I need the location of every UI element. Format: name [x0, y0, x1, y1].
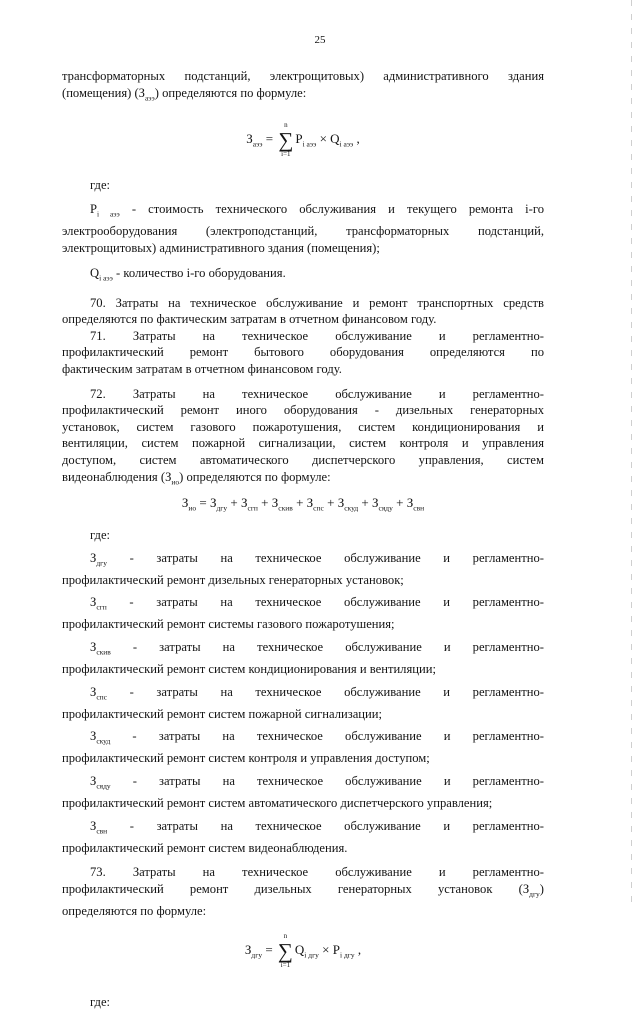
where-label: где: — [90, 527, 111, 542]
formula-electrical-equipment: $З_{аээ}$ = n ∑ i=1 $P_{i аээ} \times Q_{i аээ}$ , — [246, 120, 360, 158]
intro-line-2: (помещения) $(З_{аээ})$ определяются по формуле: — [62, 85, 307, 103]
intro-line-1: трансформаторных подстанций, электрощитовых) административного здания — [62, 69, 544, 83]
definition-video-surveillance-tail: профилактический ремонт систем видеонаблюдения. — [62, 840, 348, 855]
definition-diesel: $З_{дгу}$ - затраты на техническое обслуживание и регламентно- — [90, 550, 544, 568]
scan-edge — [631, 0, 632, 905]
sum-symbol: n ∑ i=1 — [278, 120, 294, 158]
paragraph-73-line-2: профилактический ремонт дизельных генераторных установок $(З_{дгу})$ — [62, 882, 544, 899]
definition-dispatch-control-tail: профилактический ремонт систем автоматического диспетчерского управления; — [62, 796, 493, 811]
paragraph-73-line-1: 73. Затраты на техническое обслуживание и регламентно- — [90, 865, 544, 880]
paragraph-71-line-2: профилактический ремонт бытового оборудования определяются по — [62, 345, 544, 360]
definition-fire-alarm-tail: профилактический ремонт систем пожарной сигнализации; — [62, 706, 383, 721]
paragraph-70-line-1: 70. Затраты на техническое обслуживание и ремонт транспортных средств — [90, 295, 544, 310]
definition-air-conditioning: $З_{скив}$ - затраты на техническое обслуживание и регламентно- — [90, 639, 544, 657]
paragraph-72-line-5: доступом, систем автоматического диспетчерского управления, систем — [62, 453, 544, 468]
where-label: где: — [90, 994, 111, 1009]
definition-quantity: $Q_{i аээ}$ - количество i-го оборудования. — [90, 265, 286, 283]
paragraph-73-line-3: определяются по формуле: — [62, 904, 207, 919]
paragraph-71-line-1: 71. Затраты на техническое обслуживание и регламентно- — [90, 328, 544, 343]
document-body — [62, 68, 544, 1010]
formula-other-equipment: $З_{ио} = З_{дгу} + З_{сгп} + З_{скив} + З_{спс} + З_{скуд} + З_{сяду} + З_{свн}$ — [181, 494, 425, 513]
definition-video-surveillance: $З_{свн}$ - затраты на техническое обслуживание и регламентно- — [90, 818, 544, 836]
page-number: 25 — [314, 34, 326, 46]
definition-price-line-3: электрощитовых) административного здания (помещения); — [62, 241, 380, 255]
definition-access-control: $З_{скуд}$ - затраты на техническое обслуживание и регламентно- — [90, 729, 544, 746]
sum-symbol: n ∑ i=1 — [277, 931, 293, 969]
definition-air-conditioning-tail: профилактический ремонт систем кондиционирования и вентиляции; — [62, 662, 436, 677]
paragraph-72-line-6: видеонаблюдения $(З_{ио})$ определяются по формуле: — [62, 469, 331, 487]
formula-diesel-generators: $З_{дгу}$ = n ∑ i=1 $Q_{i дгу} \times P_{i дгу}$ , — [244, 931, 362, 969]
paragraph-72-line-3: установок, систем газового пожаротушения, систем кондиционирования и — [62, 419, 544, 434]
paragraph-72-line-1: 72. Затраты на техническое обслуживание и регламентно- — [90, 386, 544, 401]
paragraph-72-line-4: вентиляции, систем пожарной сигнализации, систем контроля и управления — [62, 436, 544, 451]
definition-gas-extinguishing-tail: профилактический ремонт системы газового пожаротушения; — [62, 617, 395, 632]
definition-access-control-tail: профилактический ремонт систем контроля и управления доступом; — [62, 751, 430, 766]
definition-diesel-tail: профилактический ремонт дизельных генераторных установок; — [62, 572, 404, 587]
paragraph-70-line-2: определяются по фактическим затратам в отчетном финансовом году. — [62, 312, 437, 327]
definition-dispatch-control: $З_{сяду}$ - затраты на техническое обслуживание и регламентно- — [90, 774, 544, 791]
paragraph-71-line-3: фактическим затратам в отчетном финансовом году. — [62, 362, 342, 377]
definition-price-line-2: электрооборудования (электроподстанций, трансформаторных подстанций, — [62, 224, 544, 239]
definition-price: $P_{i аээ}$ - стоимость технического обслуживания и текущего ремонта i-го — [90, 202, 544, 219]
where-label: где: — [90, 177, 111, 192]
definition-fire-alarm: $З_{спс}$ - затраты на техническое обслуживание и регламентно- — [90, 684, 544, 702]
paragraph-72-line-2: профилактический ремонт иного оборудования - дизельных генераторных — [62, 403, 544, 418]
definition-gas-extinguishing: $З_{сгп}$ - затраты на техническое обслуживание и регламентно- — [90, 595, 544, 612]
